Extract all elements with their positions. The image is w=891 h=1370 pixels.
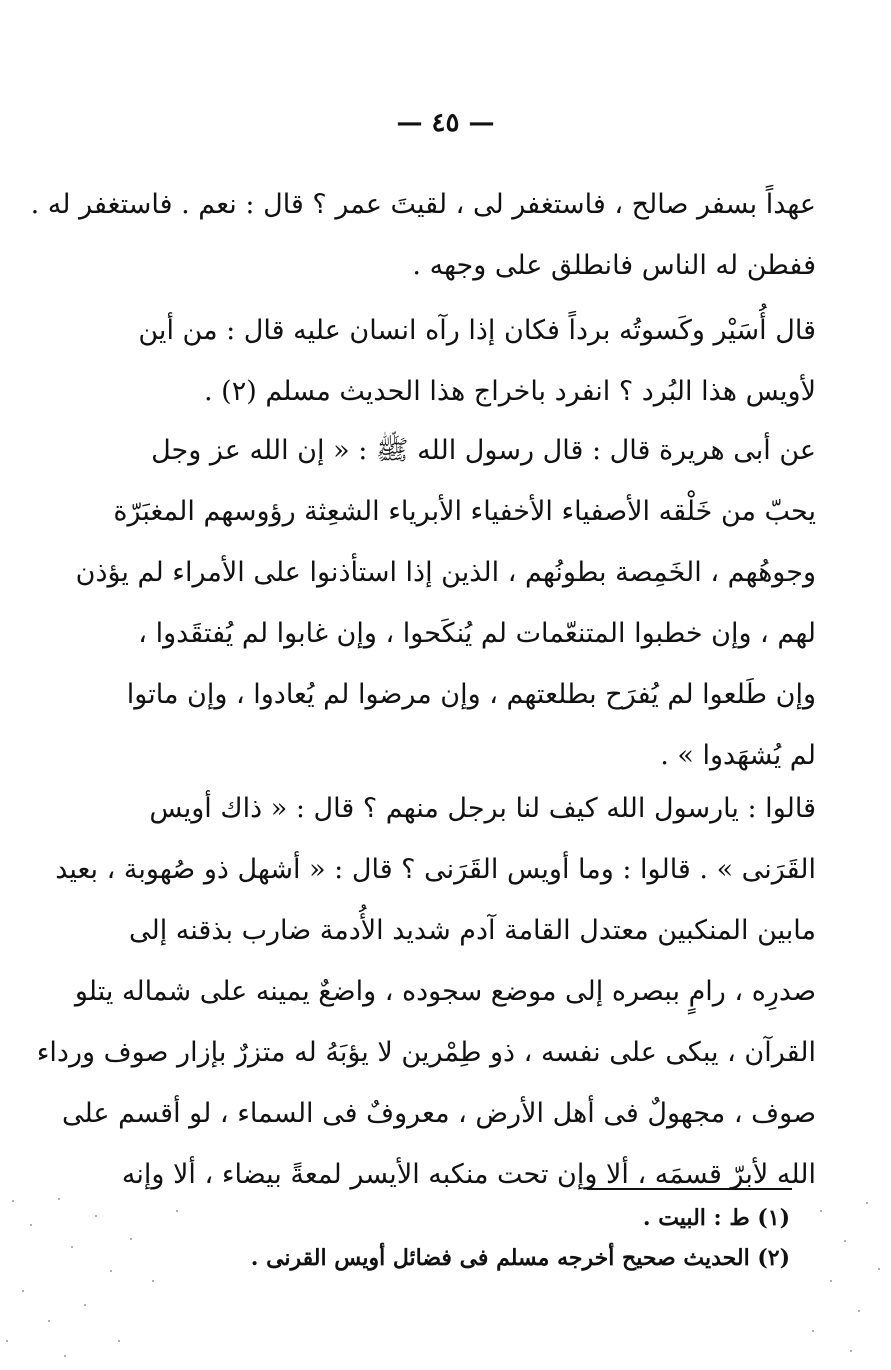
text-line: صدرِه ، رامٍ ببصره إلى موضع سجوده ، واضعٌ يمينه على شماله يتلو [74,976,816,1007]
paragraph-2 [128,300,816,422]
paragraph-3 [75,420,816,786]
text-line: قال أُسَيْر وكَسوتُه برداً فكان إذا رآه انسان عليه قال : من أين [138,315,816,346]
text-line: يحبّ من خَلْقه الأصفياء الأخفياء الأبرياء الشعِثة رؤوسهم المغبَرّة [113,496,816,527]
page-number: — ٤٥ — [396,108,495,138]
paragraph-1 [30,174,816,296]
scan-noise-right [800,1180,891,1370]
text-line: قالوا : يارسول الله كيف لنا برجل منهم ؟ قال : « ذاك أويس [149,793,816,824]
text-line: القرآن ، يبكى على نفسه ، ذو طِمْرين لا يؤبَهُ له متزرٌ بإزار صوف ورداء [36,1037,816,1068]
text-line: عن أبى هريرة قال : قال رسول الله ﷺ : « إن الله عز وجل [151,435,816,466]
text-line: مابين المنكبين معتدل القامة آدم شديد الأُدمة ضارب بذقنه إلى [128,915,816,946]
footnotes [240,1198,790,1278]
text-line: وإن طَلعوا لم يُفرَح بطلعتهم ، وإن مرضوا لم يُعادوا ، وإن ماتوا [126,679,816,710]
text-line: صوف ، مجهولٌ فى أهل الأرض ، معروفٌ فى السماء ، لو أقسم على [61,1098,816,1129]
paragraph-4 [36,778,816,1205]
text-line: لأويس هذا البُرد ؟ انفرد باخراج هذا الحديث مسلم (٢) . [204,376,816,407]
text-line: لهم ، وإن خطبوا المتنعّمات لم يُنكَحوا ، وإن غابوا لم يُفتقَدوا ، [138,618,816,649]
footnote-2: (٢) الحديث صحيح أخرجه مسلم فى فضائل أويس القرنى . [250,1245,790,1271]
scan-noise-left [0,1180,240,1370]
text-line: عهداً بسفر صالح ، فاستغفر لى ، لقيتَ عمر ؟ قال : نعم . فاستغفر له . [30,189,816,220]
footnote-1: (١) ط : البيت . [642,1205,790,1231]
text-line: وجوهُهم ، الخَمِصة بطونُهم ، الذين إذا استأذنوا على الأمراء لم يؤذن [75,557,816,588]
text-line: ففطن له الناس فانطلق على وجهه . [412,250,816,281]
footnote-divider [587,1188,792,1190]
text-line: لم يُشهَدوا » . [660,740,816,771]
text-line: القَرَنى » . قالوا : وما أويس القَرَنى ؟ قال : « أشهل ذو صُهوبة ، بعيد [55,854,816,885]
text-line: الله لأبرّ قسمَه ، ألا وإن تحت منكبه الأيسر لمعةً بيضاء ، ألا وإنه [121,1159,816,1190]
